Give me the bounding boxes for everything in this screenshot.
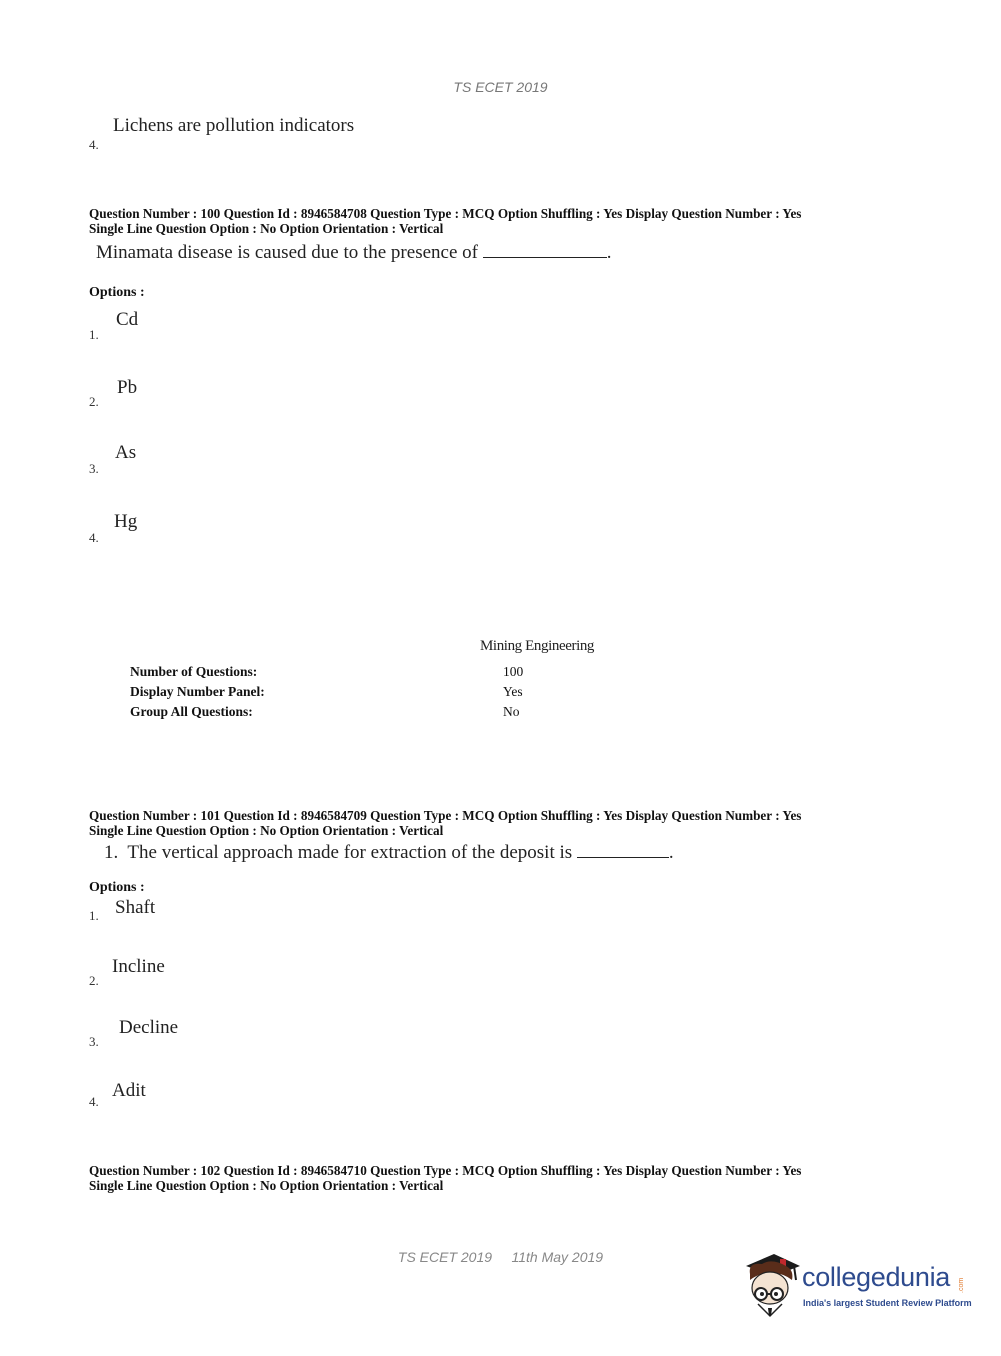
q100-option-1-text: Cd <box>116 309 139 330</box>
q100-meta <box>89 207 929 236</box>
q100-option-3-number: 3. <box>89 461 99 476</box>
q100-meta-line1: Question Number : 100 Question Id : 8946584708 Question Type : MCQ Option Shuffling : Yes Display Question Number : Yes <box>89 206 802 221</box>
q100-question <box>96 242 611 264</box>
q100-answer-blank <box>483 243 607 258</box>
q100-option-2-text: Pb <box>117 377 138 398</box>
q101-option-1-text: Shaft <box>115 897 156 918</box>
q101-answer-blank <box>577 843 669 858</box>
q101-meta-line1: Question Number : 101 Question Id : 8946584709 Question Type : MCQ Option Shuffling : Yes Display Question Number : Yes <box>89 808 802 823</box>
info-label-display-number-panel: Display Number Panel: <box>130 684 265 699</box>
q101-option-4-number: 4. <box>89 1094 99 1109</box>
info-label-group-all-questions: Group All Questions: <box>130 704 253 719</box>
q101-option-3-text: Decline <box>119 1017 179 1038</box>
footer-exam: TS ECET 2019 <box>397 1249 493 1265</box>
info-label-number-of-questions: Number of Questions: <box>130 664 258 679</box>
collegedunia-mascot-icon <box>742 1250 804 1320</box>
q101-option-3-number: 3. <box>89 1034 99 1049</box>
q101-option-2-text: Incline <box>112 956 165 977</box>
q100-option-4-text: Hg <box>114 511 138 532</box>
footer-date: 11th May 2019 <box>511 1249 604 1265</box>
q100-option-4-number: 4. <box>89 530 99 545</box>
info-value-display-number-panel: Yes <box>503 684 523 699</box>
q101-question-end: . <box>668 842 674 863</box>
q102-meta-line2: Single Line Question Option : No Option Orientation : Vertical <box>89 1177 444 1193</box>
q102-meta-line1: Question Number : 102 Question Id : 8946584710 Question Type : MCQ Option Shuffling : Yes Display Question Number : Yes <box>89 1163 802 1178</box>
q100-meta-line2: Single Line Question Option : No Option Orientation : Vertical <box>89 220 444 236</box>
q102-meta <box>89 1164 929 1193</box>
q101-meta-line2: Single Line Question Option : No Option Orientation : Vertical <box>89 822 444 838</box>
q101-option-4-text: Adit <box>112 1080 146 1101</box>
info-value-group-all-questions: No <box>503 704 520 719</box>
info-value-number-of-questions: 100 <box>503 664 524 679</box>
q101-question <box>104 842 674 864</box>
q100-question-end: . <box>606 242 612 263</box>
page-header-title: TS ECET 2019 <box>453 79 548 95</box>
brand-name: collegedunia <box>802 1262 951 1292</box>
q101-option-1-number: 1. <box>89 908 99 923</box>
q101-options-label: Options : <box>89 880 145 895</box>
q101-meta <box>89 809 929 838</box>
brand-suffix: .com <box>958 1277 965 1293</box>
q100-option-1-number: 1. <box>89 327 99 342</box>
q100-options-label: Options : <box>89 285 145 300</box>
prev-option-text: Lichens are pollution indicators <box>113 115 355 136</box>
q101-question-number: 1. <box>104 842 119 863</box>
q100-question-text: Minamata disease is caused due to the presence of <box>96 242 478 263</box>
q100-option-3-text: As <box>115 442 137 463</box>
section-title: Mining Engineering <box>480 638 595 654</box>
q100-option-2-number: 2. <box>89 394 99 409</box>
brand-tagline: India's largest Student Review Platform <box>803 1298 972 1308</box>
q101-question-text: The vertical approach made for extraction of the deposit is <box>127 842 573 863</box>
prev-option-number: 4. <box>89 137 99 152</box>
q101-option-2-number: 2. <box>89 973 99 988</box>
